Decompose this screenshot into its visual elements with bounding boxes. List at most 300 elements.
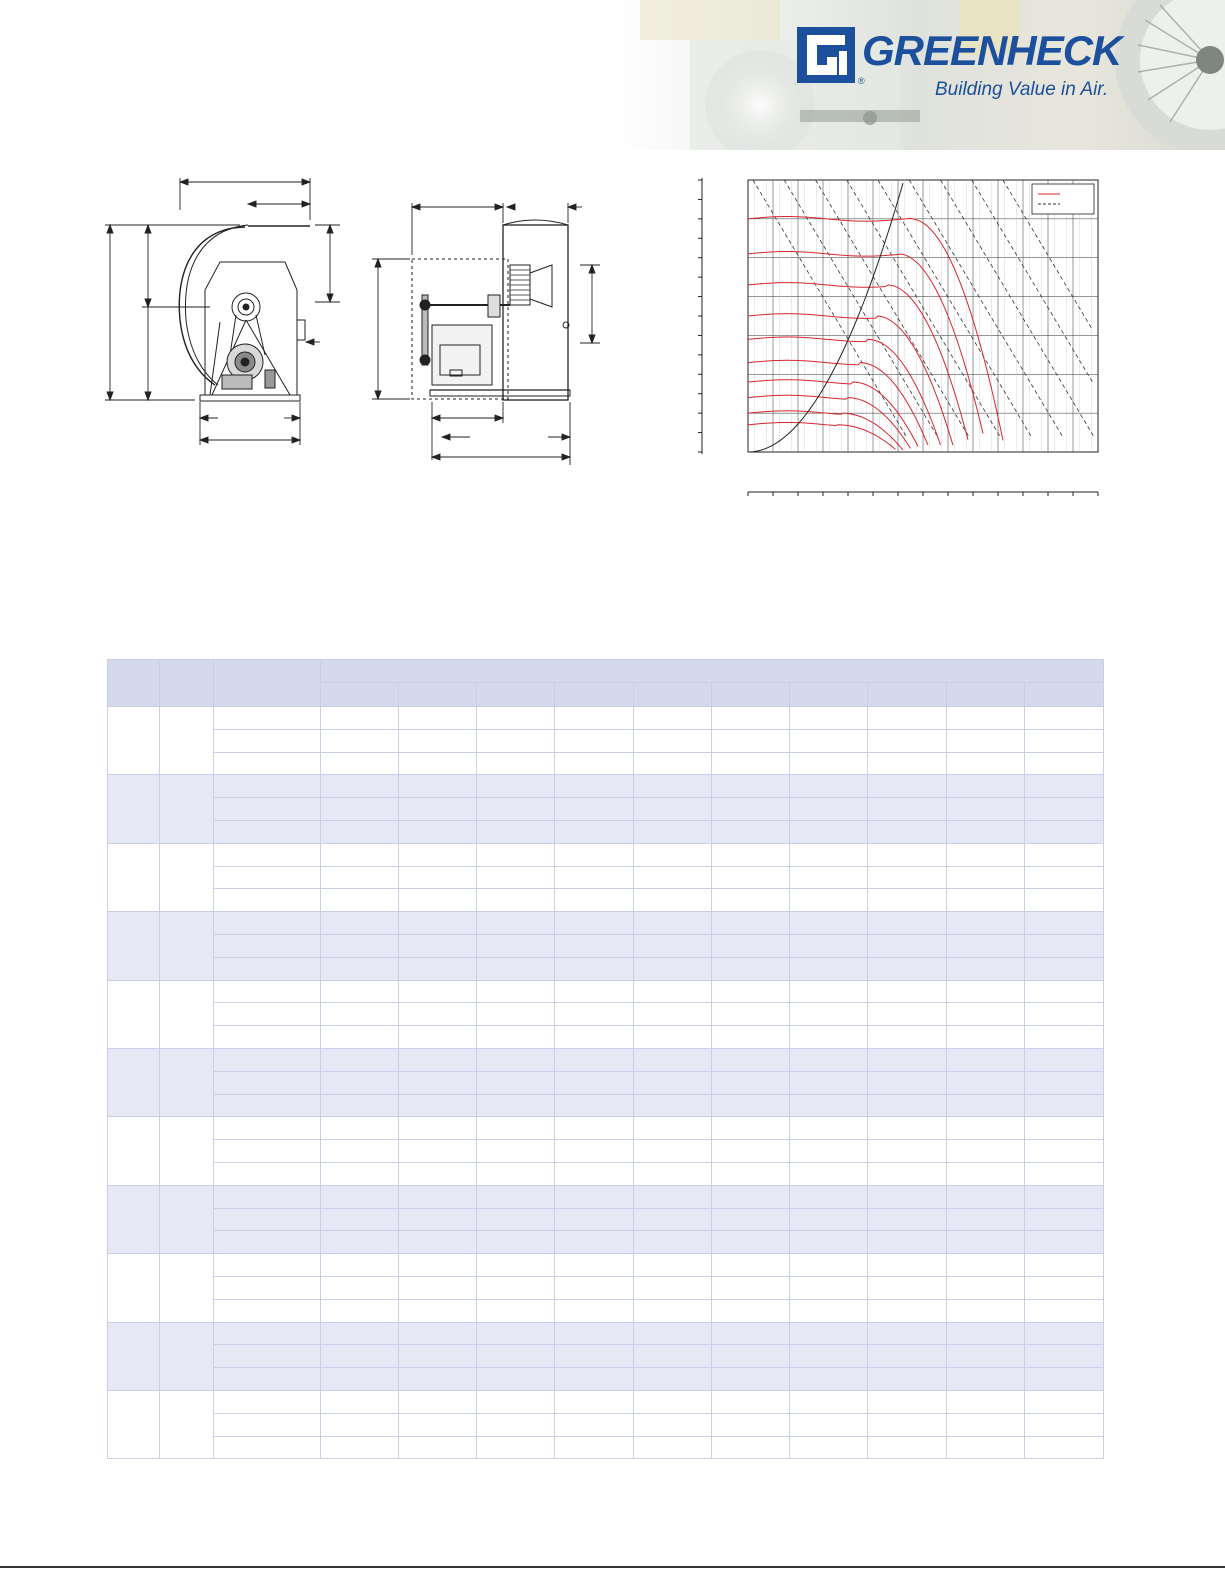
- subheader-cell: [1025, 683, 1104, 707]
- table-cell: [868, 1413, 947, 1436]
- table-row: [108, 1117, 1104, 1140]
- table-cell: [634, 866, 712, 889]
- group-cell: [108, 1185, 160, 1253]
- table-cell: [712, 820, 790, 843]
- table-cell: [321, 752, 399, 775]
- table-cell: [712, 729, 790, 752]
- table-row: [108, 1026, 1104, 1049]
- table-cell: [1025, 1254, 1104, 1277]
- table-cell: [634, 889, 712, 912]
- table-cell: [214, 775, 321, 798]
- table-cell: [790, 1026, 868, 1049]
- table-row: [108, 1231, 1104, 1254]
- group-cell: [160, 1048, 214, 1116]
- table-cell: [712, 912, 790, 935]
- table-cell: [1025, 1299, 1104, 1322]
- table-cell: [321, 1368, 399, 1391]
- table-cell: [399, 1322, 477, 1345]
- table-cell: [790, 843, 868, 866]
- table-cell: [868, 1026, 947, 1049]
- table-cell: [555, 1390, 634, 1413]
- table-cell: [555, 1436, 634, 1459]
- table-cell: [214, 843, 321, 866]
- table-cell: [712, 980, 790, 1003]
- table-cell: [868, 934, 947, 957]
- group-cell: [160, 1117, 214, 1185]
- table-cell: [555, 775, 634, 798]
- table-cell: [555, 1140, 634, 1163]
- brand-name: GREENHECK: [862, 27, 1122, 74]
- table-cell: [214, 1413, 321, 1436]
- table-cell: [947, 1208, 1025, 1231]
- legend-box: [1032, 184, 1094, 214]
- table-cell: [790, 1162, 868, 1185]
- table-cell: [321, 1436, 399, 1459]
- table-cell: [399, 752, 477, 775]
- table-row: [108, 934, 1104, 957]
- table-cell: [214, 798, 321, 821]
- table-cell: [555, 1185, 634, 1208]
- table-cell: [634, 798, 712, 821]
- subheader-cell: [477, 683, 555, 707]
- table-cell: [321, 912, 399, 935]
- table-cell: [214, 1231, 321, 1254]
- table-cell: [214, 729, 321, 752]
- group-cell: [160, 980, 214, 1048]
- table-cell: [712, 1117, 790, 1140]
- table-cell: [868, 889, 947, 912]
- table-cell: [1025, 1276, 1104, 1299]
- table-cell: [712, 1185, 790, 1208]
- table-cell: [1025, 1071, 1104, 1094]
- table-cell: [399, 1208, 477, 1231]
- table-cell: [399, 980, 477, 1003]
- table-cell: [399, 843, 477, 866]
- table-cell: [868, 798, 947, 821]
- table-cell: [214, 1003, 321, 1026]
- table-cell: [790, 980, 868, 1003]
- table-cell: [790, 1276, 868, 1299]
- table-cell: [790, 1390, 868, 1413]
- table-cell: [947, 889, 1025, 912]
- subheader-cell: [790, 683, 868, 707]
- table-cell: [868, 820, 947, 843]
- table-row: [108, 1299, 1104, 1322]
- table-cell: [214, 1322, 321, 1345]
- table-row: [108, 1436, 1104, 1459]
- table-cell: [947, 912, 1025, 935]
- table-cell: [477, 707, 555, 730]
- table-cell: [1025, 980, 1104, 1003]
- table-cell: [712, 1299, 790, 1322]
- table-cell: [712, 1231, 790, 1254]
- table-row: [108, 1413, 1104, 1436]
- table-cell: [947, 820, 1025, 843]
- table-cell: [477, 1208, 555, 1231]
- table-row: [108, 1254, 1104, 1277]
- side-view-drawing: [370, 195, 600, 475]
- table-cell: [399, 866, 477, 889]
- table-cell: [399, 889, 477, 912]
- table-cell: [1025, 889, 1104, 912]
- table-cell: [555, 1162, 634, 1185]
- table-cell: [321, 934, 399, 957]
- table-cell: [712, 1276, 790, 1299]
- header-cell: [160, 660, 214, 707]
- table-cell: [790, 1345, 868, 1368]
- table-cell: [947, 866, 1025, 889]
- table-cell: [790, 934, 868, 957]
- table-cell: [1025, 1140, 1104, 1163]
- table-cell: [634, 957, 712, 980]
- table-cell: [399, 820, 477, 843]
- table-cell: [214, 820, 321, 843]
- table-cell: [555, 707, 634, 730]
- table-cell: [868, 1117, 947, 1140]
- table-cell: [214, 1276, 321, 1299]
- table-cell: [634, 980, 712, 1003]
- table-cell: [790, 1117, 868, 1140]
- table-cell: [1025, 729, 1104, 752]
- table-cell: [947, 934, 1025, 957]
- table-cell: [555, 1276, 634, 1299]
- table-cell: [790, 1368, 868, 1391]
- table-cell: [321, 866, 399, 889]
- table-cell: [634, 1390, 712, 1413]
- table-cell: [634, 1003, 712, 1026]
- table-cell: [790, 1322, 868, 1345]
- table-cell: [868, 866, 947, 889]
- table-cell: [790, 889, 868, 912]
- group-cell: [108, 1117, 160, 1185]
- table-cell: [1025, 912, 1104, 935]
- table-cell: [1025, 1436, 1104, 1459]
- performance-chart: [690, 172, 1105, 502]
- table-cell: [947, 1413, 1025, 1436]
- table-cell: [321, 1026, 399, 1049]
- table-cell: [790, 1094, 868, 1117]
- table-cell: [947, 707, 1025, 730]
- table-cell: [1025, 866, 1104, 889]
- table-row: [108, 1162, 1104, 1185]
- table-cell: [214, 1026, 321, 1049]
- table-cell: [214, 1208, 321, 1231]
- table-row: [108, 866, 1104, 889]
- table-cell: [790, 1299, 868, 1322]
- table-cell: [477, 934, 555, 957]
- table-cell: [790, 1436, 868, 1459]
- group-cell: [108, 843, 160, 911]
- table-cell: [634, 820, 712, 843]
- group-cell: [160, 707, 214, 775]
- table-cell: [868, 1436, 947, 1459]
- group-cell: [108, 775, 160, 843]
- table-cell: [712, 1208, 790, 1231]
- table-cell: [947, 1026, 1025, 1049]
- group-cell: [108, 980, 160, 1048]
- table-cell: [868, 1094, 947, 1117]
- table-cell: [399, 1003, 477, 1026]
- table-row: [108, 1003, 1104, 1026]
- table-cell: [477, 1071, 555, 1094]
- table-cell: [321, 1299, 399, 1322]
- table-cell: [321, 1185, 399, 1208]
- table-cell: [947, 1003, 1025, 1026]
- table-cell: [947, 1345, 1025, 1368]
- table-cell: [477, 1003, 555, 1026]
- table-row: [108, 957, 1104, 980]
- table-cell: [1025, 1208, 1104, 1231]
- table-cell: [868, 729, 947, 752]
- table-cell: [321, 1276, 399, 1299]
- table-cell: [555, 1345, 634, 1368]
- table-cell: [555, 934, 634, 957]
- table-cell: [214, 752, 321, 775]
- table-row: [108, 912, 1104, 935]
- table-cell: [712, 889, 790, 912]
- group-cell: [108, 912, 160, 980]
- table-cell: [477, 1026, 555, 1049]
- table-cell: [214, 1140, 321, 1163]
- table-cell: [712, 775, 790, 798]
- table-cell: [555, 889, 634, 912]
- table-cell: [214, 1162, 321, 1185]
- table-cell: [477, 1345, 555, 1368]
- table-cell: [555, 1368, 634, 1391]
- table-cell: [790, 912, 868, 935]
- table-cell: [790, 1140, 868, 1163]
- subheader-cell: [868, 683, 947, 707]
- table-cell: [214, 912, 321, 935]
- table-cell: [555, 1299, 634, 1322]
- table-cell: [399, 1368, 477, 1391]
- table-cell: [477, 1254, 555, 1277]
- table-cell: [555, 1003, 634, 1026]
- table-cell: [1025, 820, 1104, 843]
- table-cell: [214, 1048, 321, 1071]
- table-cell: [947, 1322, 1025, 1345]
- table-cell: [868, 707, 947, 730]
- table-cell: [555, 1231, 634, 1254]
- table-cell: [477, 1185, 555, 1208]
- table-row: [108, 707, 1104, 730]
- table-cell: [868, 1231, 947, 1254]
- table-cell: [947, 980, 1025, 1003]
- table-cell: [712, 1003, 790, 1026]
- table-cell: [399, 1117, 477, 1140]
- table-row: [108, 1185, 1104, 1208]
- table-cell: [477, 843, 555, 866]
- table-cell: [399, 1140, 477, 1163]
- group-cell: [160, 775, 214, 843]
- subheader-cell: [947, 683, 1025, 707]
- table-cell: [712, 843, 790, 866]
- table-cell: [634, 1368, 712, 1391]
- table-cell: [477, 1276, 555, 1299]
- table-cell: [790, 866, 868, 889]
- table-cell: [790, 957, 868, 980]
- table-cell: [1025, 798, 1104, 821]
- table-cell: [947, 1254, 1025, 1277]
- footer-rule: [0, 1566, 1225, 1568]
- fan-photo-banner: [0, 0, 1225, 150]
- table-cell: [947, 1276, 1025, 1299]
- table-cell: [947, 775, 1025, 798]
- table-cell: [321, 1094, 399, 1117]
- table-cell: [1025, 1048, 1104, 1071]
- table-row: [108, 1322, 1104, 1345]
- table-body: [108, 707, 1104, 1459]
- table-row: [108, 843, 1104, 866]
- table-cell: [947, 1048, 1025, 1071]
- table-cell: [321, 1162, 399, 1185]
- table-cell: [321, 1345, 399, 1368]
- table-cell: [1025, 1026, 1104, 1049]
- table-cell: [634, 707, 712, 730]
- table-cell: [555, 1094, 634, 1117]
- table-cell: [712, 1254, 790, 1277]
- table-cell: [634, 843, 712, 866]
- table-cell: [790, 752, 868, 775]
- table-row: [108, 775, 1104, 798]
- table-cell: [634, 1162, 712, 1185]
- table-cell: [477, 1162, 555, 1185]
- table-cell: [947, 729, 1025, 752]
- table-cell: [477, 1322, 555, 1345]
- group-cell: [160, 1322, 214, 1390]
- table-cell: [947, 1390, 1025, 1413]
- table-cell: [712, 1162, 790, 1185]
- table-cell: [1025, 1185, 1104, 1208]
- table-cell: [712, 707, 790, 730]
- group-cell: [108, 1390, 160, 1458]
- header-banner: [0, 0, 1225, 150]
- table-cell: [1025, 1413, 1104, 1436]
- table-cell: [321, 1071, 399, 1094]
- table-cell: [712, 934, 790, 957]
- table-cell: [399, 1436, 477, 1459]
- table-cell: [868, 775, 947, 798]
- table-cell: [868, 1254, 947, 1277]
- table-cell: [555, 798, 634, 821]
- table-cell: [321, 1322, 399, 1345]
- table-cell: [947, 1185, 1025, 1208]
- table-cell: [868, 1003, 947, 1026]
- table-cell: [477, 1094, 555, 1117]
- table-cell: [1025, 1390, 1104, 1413]
- table-cell: [868, 1299, 947, 1322]
- table-cell: [399, 1162, 477, 1185]
- table-cell: [555, 820, 634, 843]
- table-cell: [555, 866, 634, 889]
- performance-table: [107, 659, 1104, 1459]
- table-cell: [790, 1048, 868, 1071]
- table-cell: [712, 1368, 790, 1391]
- table-row: [108, 798, 1104, 821]
- table-cell: [790, 1208, 868, 1231]
- table-cell: [399, 1231, 477, 1254]
- table-cell: [321, 843, 399, 866]
- header-cell: [214, 660, 321, 707]
- group-cell: [108, 707, 160, 775]
- table-cell: [634, 934, 712, 957]
- table-cell: [712, 752, 790, 775]
- table-row: [108, 889, 1104, 912]
- table-cell: [555, 980, 634, 1003]
- group-cell: [160, 912, 214, 980]
- table-cell: [555, 912, 634, 935]
- table-cell: [477, 889, 555, 912]
- table-cell: [399, 1345, 477, 1368]
- table-cell: [321, 1117, 399, 1140]
- table-cell: [868, 1368, 947, 1391]
- table-cell: [321, 1208, 399, 1231]
- table-cell: [634, 1071, 712, 1094]
- table-cell: [947, 1117, 1025, 1140]
- table-cell: [634, 1231, 712, 1254]
- table-cell: [868, 1390, 947, 1413]
- table-cell: [321, 729, 399, 752]
- table-cell: [947, 1368, 1025, 1391]
- table-cell: [634, 1322, 712, 1345]
- subheader-cell: [321, 683, 399, 707]
- table-row: [108, 1094, 1104, 1117]
- table-cell: [477, 1413, 555, 1436]
- table-cell: [555, 1322, 634, 1345]
- table-cell: [399, 1071, 477, 1094]
- group-cell: [160, 843, 214, 911]
- table-cell: [712, 957, 790, 980]
- registered-mark: ®: [858, 76, 865, 86]
- table-cell: [712, 1322, 790, 1345]
- header-cell: [321, 660, 1104, 683]
- table-cell: [790, 798, 868, 821]
- table-cell: [214, 1368, 321, 1391]
- table-cell: [712, 1140, 790, 1163]
- table-cell: [868, 843, 947, 866]
- table-cell: [1025, 1003, 1104, 1026]
- table-cell: [321, 1231, 399, 1254]
- table-cell: [555, 729, 634, 752]
- table-cell: [477, 1436, 555, 1459]
- table-cell: [1025, 1322, 1104, 1345]
- table-cell: [214, 1299, 321, 1322]
- table-cell: [947, 1094, 1025, 1117]
- table-cell: [634, 912, 712, 935]
- table-cell: [868, 957, 947, 980]
- table-cell: [868, 980, 947, 1003]
- table-cell: [868, 1162, 947, 1185]
- table-cell: [868, 912, 947, 935]
- table-cell: [712, 1345, 790, 1368]
- table-cell: [712, 1071, 790, 1094]
- table-cell: [321, 957, 399, 980]
- table-cell: [1025, 1094, 1104, 1117]
- group-cell: [160, 1254, 214, 1322]
- table-cell: [321, 1048, 399, 1071]
- table-row: [108, 980, 1104, 1003]
- table-cell: [947, 1299, 1025, 1322]
- table-cell: [712, 1436, 790, 1459]
- subheader-cell: [712, 683, 790, 707]
- table-cell: [477, 752, 555, 775]
- table-cell: [712, 1048, 790, 1071]
- table-cell: [477, 775, 555, 798]
- table-cell: [555, 957, 634, 980]
- table-cell: [477, 820, 555, 843]
- subheader-cell: [555, 683, 634, 707]
- table-cell: [214, 889, 321, 912]
